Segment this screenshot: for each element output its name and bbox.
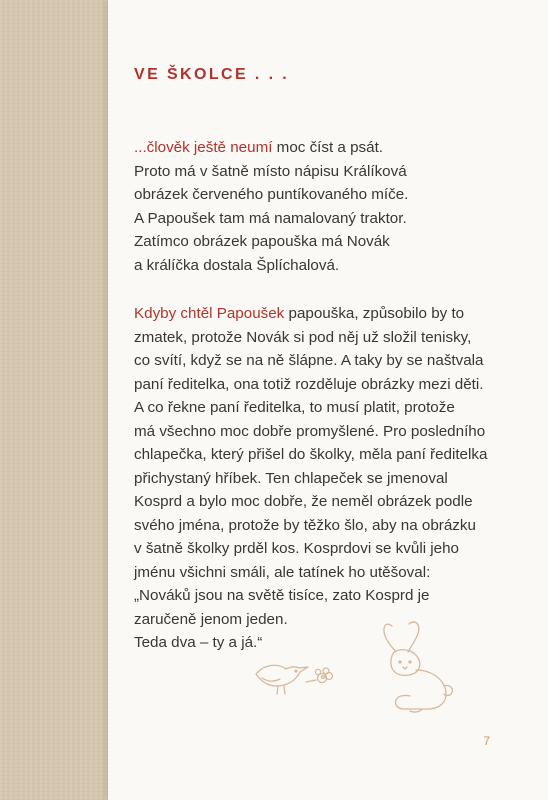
text-line: A co řekne paní ředitelka, to musí platit, protože: [134, 399, 455, 416]
text-line: Zatímco obrázek papouška má Novák: [134, 233, 390, 250]
text-span: papouška, způsobilo by to: [284, 305, 465, 322]
text-line: co svítí, když se na ně šlápne. A taky by se naštvala: [134, 352, 484, 369]
paragraph-1: [134, 136, 539, 277]
paragraph-1-line-1: [134, 136, 539, 160]
text-line: Kosprd a bylo moc dobře, že neměl obrázek podle: [134, 493, 473, 510]
text-line: „Nováků jsou na světě tisíce, zato Kosprd je: [134, 587, 430, 604]
text-line: Teda dva – ty a já.“: [134, 634, 263, 651]
text-line: obrázek červeného puntíkovaného míče.: [134, 186, 409, 203]
paragraph-2: [134, 302, 539, 655]
highlighted-phrase: ...člověk ještě neumí: [134, 139, 273, 156]
chapter-title: VE ŠKOLCE . . .: [134, 66, 290, 83]
book-page: [108, 0, 548, 800]
bird-icon: [256, 665, 308, 694]
text-line: má všechno moc dobře promyšlené. Pro posledního: [134, 422, 486, 440]
kraft-paper-margin: [0, 0, 108, 800]
highlighted-phrase: Kdyby chtěl Papoušek: [134, 305, 285, 322]
rabbit-icon: [384, 616, 484, 712]
text-line: chlapečka, který přišel do školky, měla paní ředitelka: [134, 446, 488, 463]
text-span: moc číst a psát.: [272, 139, 384, 156]
text-line: přichystaný hříbek. Ten chlapeček se jmenoval: [134, 469, 448, 487]
page-number: 7: [483, 734, 490, 748]
paragraph-2-line-1: [134, 302, 539, 326]
text-line: paní ředitelka, ona totiž rozděluje obrázky mezi děti.: [134, 375, 484, 393]
sketch-illustration: [244, 616, 484, 716]
text-line: v šatně školky prděl kos. Kosprdovi se kvůli jeho: [134, 540, 459, 557]
flower-icon: [306, 668, 333, 683]
text-line: svého jména, protože by těžko šlo, aby na obrázku: [134, 516, 476, 534]
text-line: a králíčka dostala Šplíchalová.: [134, 256, 340, 274]
text-line: A Papoušek tam má namalovaný traktor.: [134, 209, 407, 227]
text-line: Proto má v šatně místo nápisu Králíková: [134, 162, 407, 180]
text-line: jménu všichni smáli, ale tatínek ho utěšoval:: [134, 563, 431, 581]
text-line: zaručeně jenom jeden.: [134, 610, 288, 628]
text-line: zmatek, protože Novák si pod něj už složil tenisky,: [134, 328, 472, 346]
